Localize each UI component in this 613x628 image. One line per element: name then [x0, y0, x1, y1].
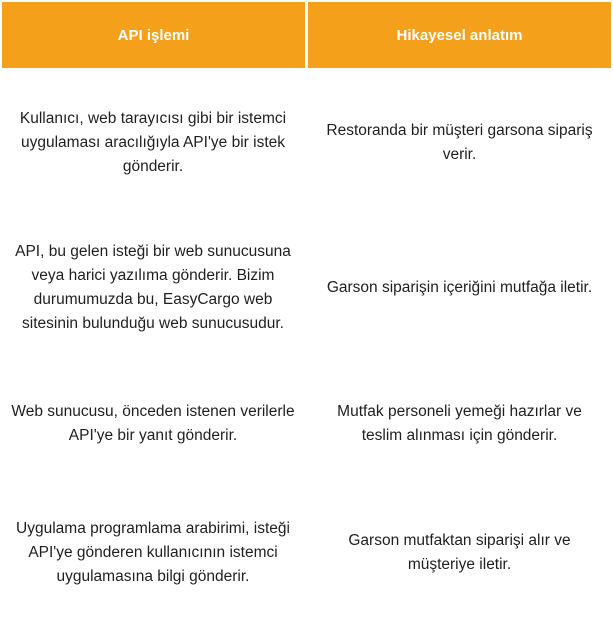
table-row [0, 214, 613, 362]
table-header-row [2, 2, 611, 68]
header-api-process: API işlemi [2, 2, 305, 68]
api-step-2: API, bu gelen isteği bir web sunucusuna veya harici yazılıma gönderir. Bizim durumumuzda bu, EasyCargo web sitesinin bulunduğu web sunucusudur. [15, 243, 291, 332]
header-narrative: Hikayesel anlatım [308, 2, 611, 68]
api-step-3: Web sunucusu, önceden istenen verilerle API'ye bir yanıt gönderir. [11, 403, 295, 444]
api-step-1: Kullanıcı, web tarayıcısı gibi bir istemci uygulaması aracılığıyla API'ye bir istek gönderir. [19, 110, 287, 175]
story-step-4: Garson mutfaktan siparişi alır ve müşteriye iletir. [348, 532, 571, 573]
table-row [0, 72, 613, 214]
story-step-2: Garson siparişin içeriğini mutfağa iletir. [326, 279, 593, 296]
table-row [0, 486, 613, 620]
story-step-3: Mutfak personeli yemeği hazırlar ve teslim alınması için gönderir. [337, 403, 582, 444]
api-step-4: Uygulama programlama arabirimi, isteği API'ye gönderen kullanıcının istemci uygulamasına bilgi gönderir. [16, 520, 290, 585]
story-step-1: Restoranda bir müşteri garsona sipariş verir. [326, 122, 593, 163]
table-row [0, 362, 613, 486]
